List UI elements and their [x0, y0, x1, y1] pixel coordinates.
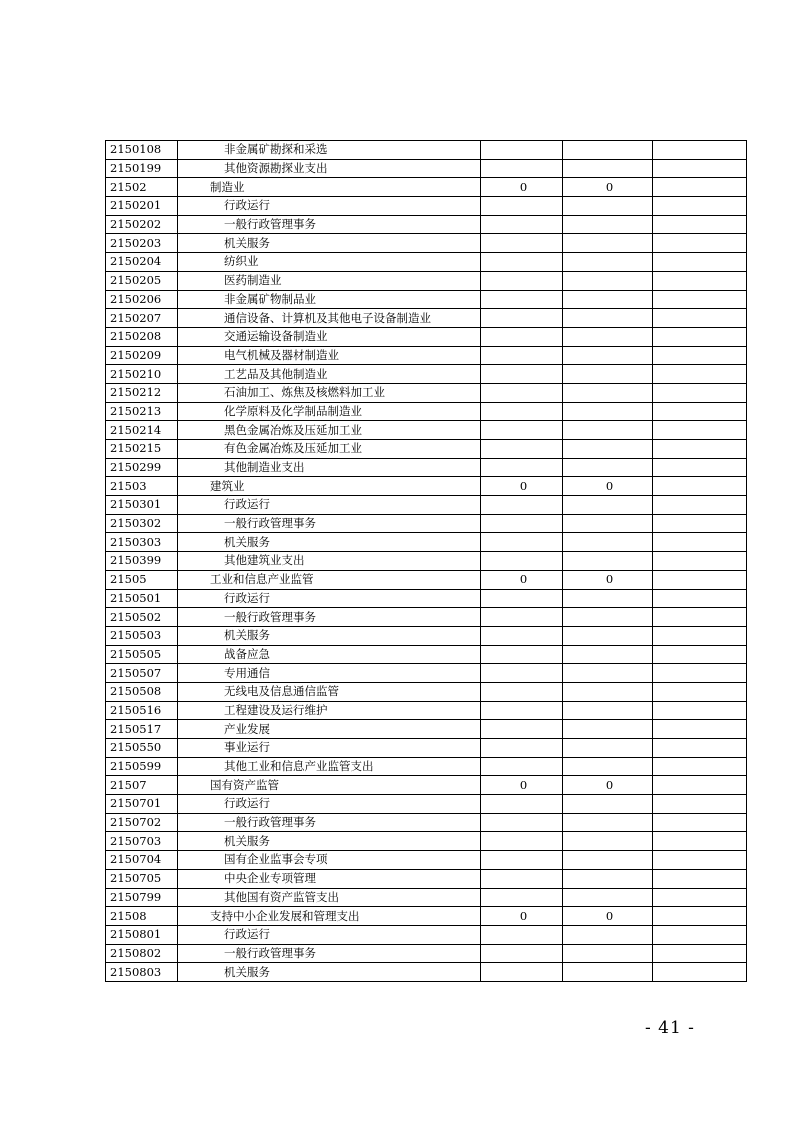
value-cell-1 — [481, 383, 563, 402]
value-cell-3 — [653, 776, 747, 795]
name-cell: 一般行政管理事务 — [178, 215, 481, 234]
table-row — [106, 701, 747, 720]
value-cell-1 — [481, 514, 563, 533]
name-cell: 中央企业专项管理 — [178, 869, 481, 888]
code-cell: 2150302 — [106, 514, 178, 533]
code-cell: 2150212 — [106, 383, 178, 402]
name-cell: 制造业 — [178, 178, 481, 197]
value-cell-3 — [653, 682, 747, 701]
budget-table — [105, 140, 747, 982]
value-cell-3 — [653, 215, 747, 234]
code-cell: 2150502 — [106, 608, 178, 627]
value-cell-1 — [481, 253, 563, 272]
value-cell-3 — [653, 570, 747, 589]
value-cell-1 — [481, 925, 563, 944]
name-cell: 行政运行 — [178, 925, 481, 944]
value-cell-3 — [653, 925, 747, 944]
name-cell: 交通运输设备制造业 — [178, 327, 481, 346]
value-cell-1 — [481, 197, 563, 216]
value-cell-3 — [653, 309, 747, 328]
value-cell-1 — [481, 215, 563, 234]
value-cell-1 — [481, 458, 563, 477]
table-row — [106, 682, 747, 701]
value-cell-2: 0 — [563, 570, 653, 589]
code-cell: 2150206 — [106, 290, 178, 309]
value-cell-1 — [481, 813, 563, 832]
value-cell-2 — [563, 720, 653, 739]
value-cell-1 — [481, 664, 563, 683]
table-row — [106, 720, 747, 739]
value-cell-3 — [653, 869, 747, 888]
table-row — [106, 309, 747, 328]
value-cell-1 — [481, 645, 563, 664]
value-cell-3 — [653, 626, 747, 645]
table-row — [106, 608, 747, 627]
name-cell: 通信设备、计算机及其他电子设备制造业 — [178, 309, 481, 328]
name-cell: 纺织业 — [178, 253, 481, 272]
code-cell: 2150705 — [106, 869, 178, 888]
value-cell-2 — [563, 253, 653, 272]
value-cell-3 — [653, 552, 747, 571]
value-cell-3 — [653, 645, 747, 664]
value-cell-3 — [653, 477, 747, 496]
table-row — [106, 851, 747, 870]
value-cell-2 — [563, 346, 653, 365]
name-cell: 行政运行 — [178, 197, 481, 216]
value-cell-2 — [563, 309, 653, 328]
value-cell-1 — [481, 757, 563, 776]
value-cell-1 — [481, 626, 563, 645]
value-cell-3 — [653, 365, 747, 384]
name-cell: 机关服务 — [178, 832, 481, 851]
value-cell-2 — [563, 440, 653, 459]
value-cell-3 — [653, 141, 747, 160]
value-cell-3 — [653, 813, 747, 832]
name-cell: 工艺品及其他制造业 — [178, 365, 481, 384]
value-cell-3 — [653, 888, 747, 907]
value-cell-1 — [481, 290, 563, 309]
code-cell: 2150799 — [106, 888, 178, 907]
value-cell-3 — [653, 383, 747, 402]
code-cell: 2150802 — [106, 944, 178, 963]
name-cell: 其他国有资产监管支出 — [178, 888, 481, 907]
value-cell-3 — [653, 234, 747, 253]
name-cell: 工程建设及运行维护 — [178, 701, 481, 720]
value-cell-2 — [563, 234, 653, 253]
table-row — [106, 739, 747, 758]
value-cell-3 — [653, 496, 747, 515]
name-cell: 其他资源勘探业支出 — [178, 159, 481, 178]
value-cell-1 — [481, 440, 563, 459]
value-cell-3 — [653, 720, 747, 739]
code-cell: 21505 — [106, 570, 178, 589]
name-cell: 一般行政管理事务 — [178, 514, 481, 533]
value-cell-1 — [481, 402, 563, 421]
name-cell: 机关服务 — [178, 234, 481, 253]
table-row — [106, 813, 747, 832]
code-cell: 2150208 — [106, 327, 178, 346]
table-row — [106, 795, 747, 814]
name-cell: 产业发展 — [178, 720, 481, 739]
name-cell: 建筑业 — [178, 477, 481, 496]
value-cell-2 — [563, 271, 653, 290]
value-cell-2 — [563, 533, 653, 552]
table-row — [106, 533, 747, 552]
value-cell-2 — [563, 963, 653, 982]
value-cell-2 — [563, 383, 653, 402]
table-row — [106, 626, 747, 645]
code-cell: 2150507 — [106, 664, 178, 683]
value-cell-3 — [653, 290, 747, 309]
code-cell: 2150202 — [106, 215, 178, 234]
code-cell: 2150517 — [106, 720, 178, 739]
table-row — [106, 664, 747, 683]
code-cell: 2150205 — [106, 271, 178, 290]
value-cell-1 — [481, 234, 563, 253]
value-cell-2 — [563, 851, 653, 870]
value-cell-3 — [653, 851, 747, 870]
value-cell-2 — [563, 552, 653, 571]
value-cell-1 — [481, 141, 563, 160]
code-cell: 2150207 — [106, 309, 178, 328]
value-cell-1 — [481, 159, 563, 178]
table-row — [106, 645, 747, 664]
value-cell-3 — [653, 907, 747, 926]
value-cell-3 — [653, 402, 747, 421]
value-cell-2 — [563, 645, 653, 664]
table-row — [106, 776, 747, 795]
table-row — [106, 271, 747, 290]
table-row — [106, 234, 747, 253]
value-cell-1 — [481, 888, 563, 907]
code-cell: 2150214 — [106, 421, 178, 440]
table-row — [106, 477, 747, 496]
code-cell: 2150550 — [106, 739, 178, 758]
value-cell-2 — [563, 608, 653, 627]
code-cell: 2150215 — [106, 440, 178, 459]
value-cell-1 — [481, 851, 563, 870]
name-cell: 专用通信 — [178, 664, 481, 683]
value-cell-1: 0 — [481, 178, 563, 197]
name-cell: 行政运行 — [178, 496, 481, 515]
table-row — [106, 178, 747, 197]
value-cell-3 — [653, 327, 747, 346]
code-cell: 2150516 — [106, 701, 178, 720]
value-cell-3 — [653, 178, 747, 197]
table-row — [106, 963, 747, 982]
code-cell: 2150503 — [106, 626, 178, 645]
value-cell-2 — [563, 626, 653, 645]
table-row — [106, 365, 747, 384]
table-row — [106, 589, 747, 608]
value-cell-2 — [563, 739, 653, 758]
name-cell: 有色金属冶炼及压延加工业 — [178, 440, 481, 459]
value-cell-2 — [563, 159, 653, 178]
code-cell: 21508 — [106, 907, 178, 926]
value-cell-2 — [563, 327, 653, 346]
name-cell: 化学原料及化学制品制造业 — [178, 402, 481, 421]
value-cell-1 — [481, 271, 563, 290]
table-row — [106, 907, 747, 926]
code-cell: 2150703 — [106, 832, 178, 851]
table-row — [106, 496, 747, 515]
value-cell-2 — [563, 421, 653, 440]
table-row — [106, 402, 747, 421]
table-row — [106, 215, 747, 234]
value-cell-2 — [563, 888, 653, 907]
table-row — [106, 197, 747, 216]
value-cell-2 — [563, 514, 653, 533]
value-cell-1 — [481, 421, 563, 440]
value-cell-1 — [481, 869, 563, 888]
table-row — [106, 458, 747, 477]
name-cell: 战备应急 — [178, 645, 481, 664]
table-row — [106, 440, 747, 459]
value-cell-1: 0 — [481, 776, 563, 795]
name-cell: 一般行政管理事务 — [178, 944, 481, 963]
name-cell: 工业和信息产业监管 — [178, 570, 481, 589]
value-cell-3 — [653, 944, 747, 963]
table-row — [106, 327, 747, 346]
name-cell: 行政运行 — [178, 589, 481, 608]
value-cell-2: 0 — [563, 477, 653, 496]
code-cell: 2150704 — [106, 851, 178, 870]
value-cell-2: 0 — [563, 907, 653, 926]
value-cell-1 — [481, 739, 563, 758]
code-cell: 2150301 — [106, 496, 178, 515]
value-cell-1: 0 — [481, 907, 563, 926]
value-cell-3 — [653, 701, 747, 720]
value-cell-2 — [563, 701, 653, 720]
value-cell-3 — [653, 739, 747, 758]
value-cell-1 — [481, 552, 563, 571]
name-cell: 无线电及信息通信监管 — [178, 682, 481, 701]
value-cell-3 — [653, 458, 747, 477]
value-cell-2 — [563, 197, 653, 216]
table-row — [106, 570, 747, 589]
value-cell-3 — [653, 440, 747, 459]
value-cell-3 — [653, 608, 747, 627]
name-cell: 其他建筑业支出 — [178, 552, 481, 571]
value-cell-3 — [653, 589, 747, 608]
table-row — [106, 421, 747, 440]
value-cell-2 — [563, 869, 653, 888]
value-cell-2 — [563, 290, 653, 309]
value-cell-2: 0 — [563, 178, 653, 197]
value-cell-3 — [653, 346, 747, 365]
value-cell-3 — [653, 197, 747, 216]
name-cell: 非金属矿物制品业 — [178, 290, 481, 309]
name-cell: 机关服务 — [178, 963, 481, 982]
value-cell-2 — [563, 365, 653, 384]
value-cell-3 — [653, 757, 747, 776]
value-cell-1 — [481, 795, 563, 814]
value-cell-3 — [653, 514, 747, 533]
code-cell: 2150303 — [106, 533, 178, 552]
code-cell: 2150299 — [106, 458, 178, 477]
name-cell: 国有企业监事会专项 — [178, 851, 481, 870]
table-row — [106, 383, 747, 402]
value-cell-1 — [481, 944, 563, 963]
name-cell: 支持中小企业发展和管理支出 — [178, 907, 481, 926]
name-cell: 事业运行 — [178, 739, 481, 758]
name-cell: 国有资产监管 — [178, 776, 481, 795]
value-cell-1 — [481, 309, 563, 328]
value-cell-1 — [481, 365, 563, 384]
code-cell: 21507 — [106, 776, 178, 795]
code-cell: 2150702 — [106, 813, 178, 832]
table-row — [106, 552, 747, 571]
table-row — [106, 141, 747, 160]
name-cell: 其他工业和信息产业监管支出 — [178, 757, 481, 776]
name-cell: 行政运行 — [178, 795, 481, 814]
value-cell-1 — [481, 496, 563, 515]
code-cell: 2150803 — [106, 963, 178, 982]
value-cell-1 — [481, 963, 563, 982]
value-cell-3 — [653, 795, 747, 814]
code-cell: 2150505 — [106, 645, 178, 664]
value-cell-1 — [481, 682, 563, 701]
code-cell: 2150508 — [106, 682, 178, 701]
value-cell-1 — [481, 701, 563, 720]
value-cell-2 — [563, 925, 653, 944]
value-cell-2 — [563, 458, 653, 477]
code-cell: 2150203 — [106, 234, 178, 253]
value-cell-2 — [563, 682, 653, 701]
value-cell-1 — [481, 346, 563, 365]
code-cell: 21502 — [106, 178, 178, 197]
code-cell: 2150199 — [106, 159, 178, 178]
code-cell: 2150399 — [106, 552, 178, 571]
value-cell-3 — [653, 421, 747, 440]
value-cell-1 — [481, 589, 563, 608]
code-cell: 2150209 — [106, 346, 178, 365]
value-cell-2 — [563, 813, 653, 832]
table-row — [106, 159, 747, 178]
table-row — [106, 757, 747, 776]
code-cell: 2150599 — [106, 757, 178, 776]
table-row — [106, 869, 747, 888]
name-cell: 石油加工、炼焦及核燃料加工业 — [178, 383, 481, 402]
value-cell-2 — [563, 589, 653, 608]
value-cell-1 — [481, 533, 563, 552]
code-cell: 21503 — [106, 477, 178, 496]
value-cell-3 — [653, 832, 747, 851]
value-cell-3 — [653, 533, 747, 552]
name-cell: 机关服务 — [178, 533, 481, 552]
value-cell-2 — [563, 402, 653, 421]
value-cell-2 — [563, 757, 653, 776]
page-number: - 41 - — [645, 1018, 695, 1038]
value-cell-3 — [653, 271, 747, 290]
name-cell: 其他制造业支出 — [178, 458, 481, 477]
value-cell-1 — [481, 832, 563, 851]
value-cell-3 — [653, 664, 747, 683]
value-cell-2 — [563, 832, 653, 851]
code-cell: 2150108 — [106, 141, 178, 160]
name-cell: 一般行政管理事务 — [178, 608, 481, 627]
name-cell: 一般行政管理事务 — [178, 813, 481, 832]
value-cell-2: 0 — [563, 776, 653, 795]
table-row — [106, 253, 747, 272]
code-cell: 2150210 — [106, 365, 178, 384]
value-cell-2 — [563, 215, 653, 234]
name-cell: 非金属矿勘探和采选 — [178, 141, 481, 160]
value-cell-2 — [563, 944, 653, 963]
name-cell: 医药制造业 — [178, 271, 481, 290]
table-row — [106, 346, 747, 365]
table-row — [106, 888, 747, 907]
value-cell-1 — [481, 608, 563, 627]
code-cell: 2150501 — [106, 589, 178, 608]
value-cell-1: 0 — [481, 570, 563, 589]
code-cell: 2150213 — [106, 402, 178, 421]
code-cell: 2150801 — [106, 925, 178, 944]
name-cell: 电气机械及器材制造业 — [178, 346, 481, 365]
value-cell-2 — [563, 141, 653, 160]
name-cell: 机关服务 — [178, 626, 481, 645]
table-row — [106, 832, 747, 851]
budget-table-body — [106, 141, 747, 982]
value-cell-2 — [563, 496, 653, 515]
value-cell-3 — [653, 963, 747, 982]
value-cell-2 — [563, 664, 653, 683]
value-cell-1: 0 — [481, 477, 563, 496]
table-row — [106, 944, 747, 963]
value-cell-2 — [563, 795, 653, 814]
table-row — [106, 925, 747, 944]
value-cell-1 — [481, 327, 563, 346]
value-cell-1 — [481, 720, 563, 739]
code-cell: 2150701 — [106, 795, 178, 814]
value-cell-3 — [653, 253, 747, 272]
table-row — [106, 514, 747, 533]
table-row — [106, 290, 747, 309]
code-cell: 2150204 — [106, 253, 178, 272]
code-cell: 2150201 — [106, 197, 178, 216]
name-cell: 黑色金属冶炼及压延加工业 — [178, 421, 481, 440]
value-cell-3 — [653, 159, 747, 178]
